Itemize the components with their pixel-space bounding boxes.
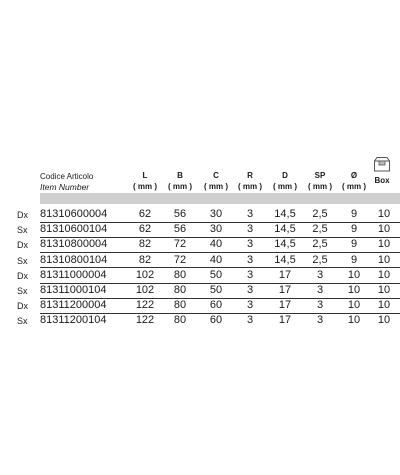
item-code: 81310600004 <box>40 208 108 220</box>
cell-d: 14,5 <box>274 223 296 236</box>
cell-box: 10 <box>377 208 391 220</box>
cell-d: 17 <box>278 299 292 312</box>
cell-b: 72 <box>173 238 187 251</box>
side-indicator: Dx <box>17 301 28 312</box>
box-column-label: Box <box>374 176 390 185</box>
cell-d: 17 <box>278 314 292 327</box>
cell-c: 40 <box>209 253 223 266</box>
table-row <box>0 207 400 222</box>
cell-box: 10 <box>377 268 391 281</box>
col-header-r: R ( mm ) <box>238 171 262 191</box>
cell-o: 10 <box>347 268 361 281</box>
cell-r: 3 <box>246 268 254 281</box>
cell-c: 40 <box>209 238 223 251</box>
table-row <box>0 298 400 313</box>
cell-o: 10 <box>347 299 361 312</box>
cell-sp: 3 <box>316 284 324 296</box>
item-code: 81311000004 <box>40 268 107 281</box>
item-code: 81310600104 <box>40 223 108 236</box>
cell-c: 30 <box>209 208 223 220</box>
side-indicator: Sx <box>17 255 28 266</box>
cell-l: 102 <box>135 268 155 281</box>
cell-sp: 2,5 <box>312 253 328 266</box>
box-icon <box>373 156 391 172</box>
item-code: 81310800004 <box>40 238 108 251</box>
side-indicator: Dx <box>17 240 28 251</box>
cell-d: 14,5 <box>274 238 296 251</box>
cell-sp: 3 <box>316 299 324 312</box>
cell-o: 9 <box>350 238 358 251</box>
table-row <box>0 268 400 283</box>
cell-r: 3 <box>246 223 254 236</box>
cell-o: 10 <box>347 284 361 296</box>
col-header-l: L ( mm ) <box>133 171 157 191</box>
cell-l: 82 <box>138 253 152 266</box>
cell-box: 10 <box>377 284 391 296</box>
cell-l: 62 <box>138 223 152 236</box>
table-row <box>0 222 400 237</box>
cell-sp: 3 <box>316 268 324 281</box>
cell-r: 3 <box>246 284 254 296</box>
cell-box: 10 <box>377 238 391 251</box>
cell-c: 60 <box>209 314 223 327</box>
cell-r: 3 <box>246 208 254 220</box>
side-indicator: Sx <box>17 286 28 296</box>
cell-o: 9 <box>350 223 358 236</box>
cell-l: 122 <box>135 314 155 327</box>
table-row <box>0 253 400 268</box>
cell-r: 3 <box>246 314 254 327</box>
cell-c: 30 <box>209 223 223 236</box>
col-header-c: C ( mm ) <box>204 171 228 191</box>
side-indicator: Dx <box>17 210 28 220</box>
col-header-diameter: Ø ( mm ) <box>342 171 366 191</box>
cell-d: 17 <box>278 284 292 296</box>
cell-b: 80 <box>173 284 187 296</box>
item-number-label: Item Number <box>40 182 90 192</box>
cell-box: 10 <box>377 299 391 312</box>
cell-sp: 2,5 <box>312 223 328 236</box>
cell-b: 80 <box>173 299 187 312</box>
cell-b: 80 <box>173 268 187 281</box>
cell-box: 10 <box>377 253 391 266</box>
cell-o: 9 <box>350 208 358 220</box>
cell-d: 14,5 <box>274 253 296 266</box>
cell-c: 60 <box>209 299 223 312</box>
table-row <box>0 237 400 252</box>
cell-l: 122 <box>135 299 155 312</box>
col-header-d: D ( mm ) <box>273 171 297 191</box>
cell-d: 17 <box>278 268 292 281</box>
col-header-b: B ( mm ) <box>168 171 192 191</box>
header-divider-band <box>40 193 400 204</box>
item-code: 81311200104 <box>40 314 107 327</box>
cell-b: 56 <box>173 223 187 236</box>
cell-l: 82 <box>138 238 152 251</box>
cell-b: 56 <box>173 208 187 220</box>
table-row <box>0 283 400 298</box>
cell-sp: 2,5 <box>312 238 328 251</box>
cell-c: 50 <box>209 284 223 296</box>
cell-o: 10 <box>347 314 361 327</box>
cell-b: 80 <box>173 314 187 327</box>
side-indicator: Sx <box>17 225 28 236</box>
cell-l: 102 <box>135 284 155 296</box>
col-header-sp: SP ( mm ) <box>308 171 332 191</box>
item-code: 81311200004 <box>40 299 107 312</box>
cell-d: 14,5 <box>274 208 296 220</box>
cell-sp: 2,5 <box>312 208 328 220</box>
cell-r: 3 <box>246 253 254 266</box>
cell-o: 9 <box>350 253 358 266</box>
side-indicator: Sx <box>17 316 28 327</box>
cell-sp: 3 <box>316 314 324 327</box>
table-row <box>0 313 400 328</box>
cell-r: 3 <box>246 299 254 312</box>
item-code: 81310800104 <box>40 253 108 266</box>
item-code: 81311000104 <box>40 284 107 296</box>
cell-box: 10 <box>377 223 391 236</box>
cell-r: 3 <box>246 238 254 251</box>
cell-l: 62 <box>138 208 152 220</box>
side-indicator: Dx <box>17 270 28 281</box>
cell-b: 72 <box>173 253 187 266</box>
cell-box: 10 <box>377 314 391 327</box>
cell-c: 50 <box>209 268 223 281</box>
code-column-label: Codice Articolo <box>40 172 94 181</box>
